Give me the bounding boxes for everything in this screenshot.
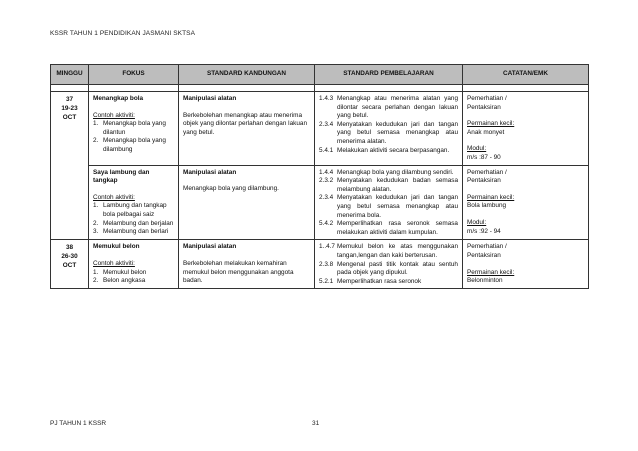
- sk-title: Manipulasi alatan: [183, 168, 237, 176]
- list-item: 2. Menangkap bola yang dilambung: [93, 137, 166, 153]
- game-label: Permainan kecil:: [467, 120, 515, 128]
- standard-pembelajaran-cell: [315, 240, 463, 289]
- catatan-cell: [463, 240, 589, 289]
- column-header-standard-kandungan: STANDARD KANDUNGAN: [179, 65, 315, 85]
- catatan-line: Pemerhatian /: [467, 243, 507, 251]
- catatan-line: Pentaksiran: [467, 103, 501, 111]
- catatan-line: Pentaksiran: [467, 251, 501, 259]
- list-item: 2. Melambung dan berjalan: [93, 219, 174, 227]
- week-number: 37: [65, 96, 74, 103]
- week-dates: 19-23: [61, 105, 78, 112]
- activity-label: Contoh aktiviti:: [93, 111, 135, 119]
- sp-item: 1.4.4 Menangkap bola yang dilambung sendiri.: [319, 168, 454, 176]
- standard-pembelajaran-cell: [315, 92, 463, 166]
- catatan-cell: [463, 92, 589, 166]
- list-item: 2. Belon angkasa: [93, 277, 146, 285]
- list-item: 1. Menangkap bola yang dilantun: [93, 120, 166, 136]
- activity-list: [93, 202, 174, 236]
- week-month: OCT: [62, 114, 77, 121]
- sk-title: Manipulasi alatan: [183, 95, 237, 102]
- catatan-line: Pemerhatian /: [467, 168, 507, 176]
- activity-label: Contoh aktiviti:: [93, 193, 135, 201]
- standard-kandungan-cell: [179, 92, 315, 166]
- sk-title: Manipulasi alatan: [183, 243, 237, 251]
- sp-item: 2.3.4 Menyatakan kedudukan jari dan tangan yang betul semasa menangkap atau menerima alatan.: [319, 120, 458, 145]
- table-header-row: [51, 65, 589, 85]
- list-item: 1. Memukul belon: [93, 268, 147, 276]
- list-item: 3. Melambung dan berlari: [93, 228, 169, 236]
- standard-kandungan-cell: [179, 165, 315, 240]
- sp-item: 1.4.3 Menangkap atau menerima alatan yang dilontar secara perlahan dengan lakuan yang betul.: [319, 95, 458, 120]
- activity-list: [93, 269, 174, 286]
- modul-label: Modul:: [467, 145, 487, 153]
- sp-item: 5.4.2 Memperlihatkan rasa seronok semasa melakukan aktiviti dalam kumpulan.: [319, 220, 458, 236]
- week-cell: [51, 92, 89, 240]
- sp-item: 2.3.2 Menyatakan kedudukan badan semasa melambung alatan.: [319, 177, 458, 193]
- game-name: Bola lambung: [467, 202, 507, 210]
- week-number: 38: [65, 244, 74, 252]
- catatan-cell: [463, 165, 589, 240]
- spacer-row: [51, 85, 589, 92]
- sp-item: 2.3.4 Menyatakan kedudukan jari dan tangan yang betul semasa menangkap atau menerima bola.: [319, 194, 458, 219]
- modul-label: Modul:: [467, 218, 487, 226]
- column-header-fokus: FOKUS: [89, 65, 179, 85]
- game-name: Anak monyet: [467, 128, 505, 136]
- fokus-cell: [89, 92, 179, 166]
- modul-pages: m/s :92 - 94: [467, 227, 501, 235]
- catatan-line: Pentaksiran: [467, 177, 501, 185]
- activity-list: [93, 120, 174, 154]
- week-dates: 26-30: [61, 253, 78, 261]
- modul-pages: m/s :87 - 90: [467, 153, 501, 161]
- standard-pembelajaran-cell: [315, 165, 463, 240]
- sk-text: Menangkap bola yang dilambung.: [183, 185, 279, 193]
- week-cell: [51, 240, 89, 289]
- game-name: Belonminton: [467, 277, 503, 285]
- sk-text: Berkebolehan melakukan kemahiran memukul belon menggunakan anggota badan.: [183, 259, 294, 285]
- column-header-catatan: CATATAN/EMK: [463, 65, 589, 85]
- sp-item: 5.4.1 Melakukan aktiviti secara berpasangan.: [319, 146, 450, 154]
- list-item: 1. Lambung dan tangkap bola pelbagai saiz: [93, 202, 167, 218]
- fokus-title: Saya lambung dan tangkap: [93, 168, 150, 185]
- page-header: KSSR TAHUN 1 PENDIDIKAN JASMANI SKTSA: [50, 30, 196, 37]
- standard-kandungan-cell: [179, 240, 315, 289]
- week-month: OCT: [62, 262, 77, 270]
- table-row: [51, 92, 589, 166]
- game-label: Permainan kecil:: [467, 268, 515, 276]
- lesson-plan-table: [50, 64, 589, 289]
- table-row: [51, 165, 589, 240]
- column-header-minggu: MINGGU: [51, 65, 89, 85]
- page-number: 31: [312, 420, 320, 427]
- fokus-cell: [89, 240, 179, 289]
- fokus-cell: [89, 165, 179, 240]
- page-footer: PJ TAHUN 1 KSSR: [50, 420, 107, 427]
- game-label: Permainan kecil:: [467, 193, 515, 201]
- fokus-title: Menangkap bola: [93, 95, 144, 102]
- fokus-title: Memukul belon: [93, 243, 140, 251]
- table-row: [51, 240, 589, 289]
- sp-item: 1..4.7 Memukul belon ke atas menggunakan tangan,lengan dan kaki berterusan.: [319, 243, 458, 259]
- sp-item: 5.2.1 Memperlihatkan rasa seronok: [319, 277, 422, 285]
- sp-item: 2.3.8 Mengenal pasti titik kontak atau sentuh pada objek yang dipukul.: [319, 260, 458, 277]
- column-header-standard-pembelajaran: STANDARD PEMBELAJARAN: [315, 65, 463, 85]
- catatan-line: Pemerhatian /: [467, 95, 507, 102]
- activity-label: Contoh aktiviti:: [93, 259, 135, 267]
- sk-text: Berkebolehan menangkap atau menerima objek yang dilontar perlahan dengan lakuan yang betul.: [183, 111, 308, 136]
